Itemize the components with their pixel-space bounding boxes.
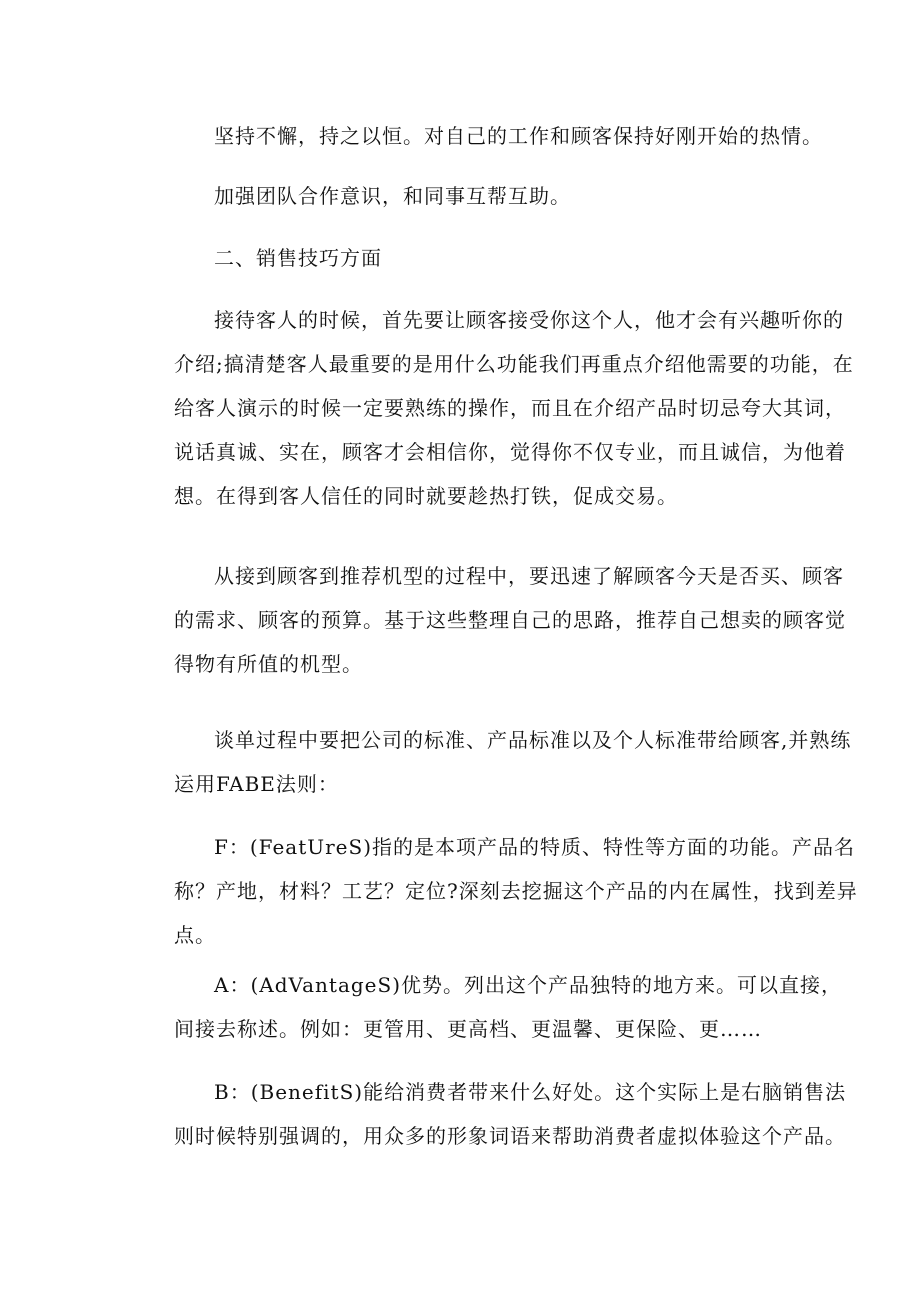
paragraph-6 <box>134 718 852 806</box>
paragraph-line: 则时候特别强调的，用众多的形象词语来帮助消费者虚拟体验这个产品。 <box>174 1124 846 1148</box>
paragraph-5 <box>134 554 846 686</box>
paragraph-4 <box>134 298 854 518</box>
paragraph-advantages <box>134 963 843 1051</box>
paragraph-line: B：(BenefitS)能给消费者带来什么好处。这个实际上是右脑销售法 <box>214 1080 847 1104</box>
paragraph-1 <box>134 114 823 158</box>
paragraph-line: 想。在得到客人信任的同时就要趁热打铁，促成交易。 <box>174 484 678 508</box>
paragraph-2 <box>134 174 794 218</box>
paragraph-line: 间接去称述。例如：更管用、更高档、更温馨、更保险、更…… <box>174 1017 762 1041</box>
paragraph-line: 谈单过程中要把公司的标准、产品标准以及个人标准带给顾客,并熟练 <box>214 728 852 752</box>
paragraph-line: 接待客人的时候，首先要让顾客接受你这个人，他才会有兴趣听你的 <box>214 308 844 332</box>
heading-text: 二、销售技巧方面 <box>214 246 382 270</box>
paragraph-line: 介绍;搞清楚客人最重要的是用什么功能我们再重点介绍他需要的功能，在 <box>174 352 854 376</box>
paragraph-line: 运用FABE法则： <box>174 772 339 796</box>
paragraph-line: 得物有所值的机型。 <box>174 652 363 676</box>
paragraph-benefits <box>134 1070 847 1158</box>
paragraph-line: 的需求、顾客的预算。基于这些整理自己的思路，推荐自己想卖的顾客觉 <box>174 608 846 632</box>
paragraph-line: A：(AdVantageS)优势。列出这个产品独特的地方来。可以直接， <box>214 973 843 997</box>
paragraph-line: F：(FeatUreS)指的是本项产品的特质、特性等方面的功能。产品名 <box>214 835 856 859</box>
paragraph-line: 给客人演示的时候一定要熟练的操作，而且在介绍产品时切忌夸大其词， <box>174 396 846 420</box>
paragraph-line: 加强团队合作意识，和同事互帮互助。 <box>214 184 571 208</box>
paragraph-line: 点。 <box>174 923 216 947</box>
paragraph-line: 称？产地，材料？工艺？定位?深刻去挖掘这个产品的内在属性，找到差异 <box>174 879 858 903</box>
section-heading <box>134 236 794 280</box>
paragraph-features <box>134 825 858 957</box>
paragraph-line: 坚持不懈，持之以恒。对自己的工作和顾客保持好刚开始的热情。 <box>214 124 823 148</box>
paragraph-line: 从接到顾客到推荐机型的过程中，要迅速了解顾客今天是否买、顾客 <box>214 564 844 588</box>
paragraph-line: 说话真诚、实在，顾客才会相信你，觉得你不仅专业，而且诚信，为他着 <box>174 440 846 464</box>
